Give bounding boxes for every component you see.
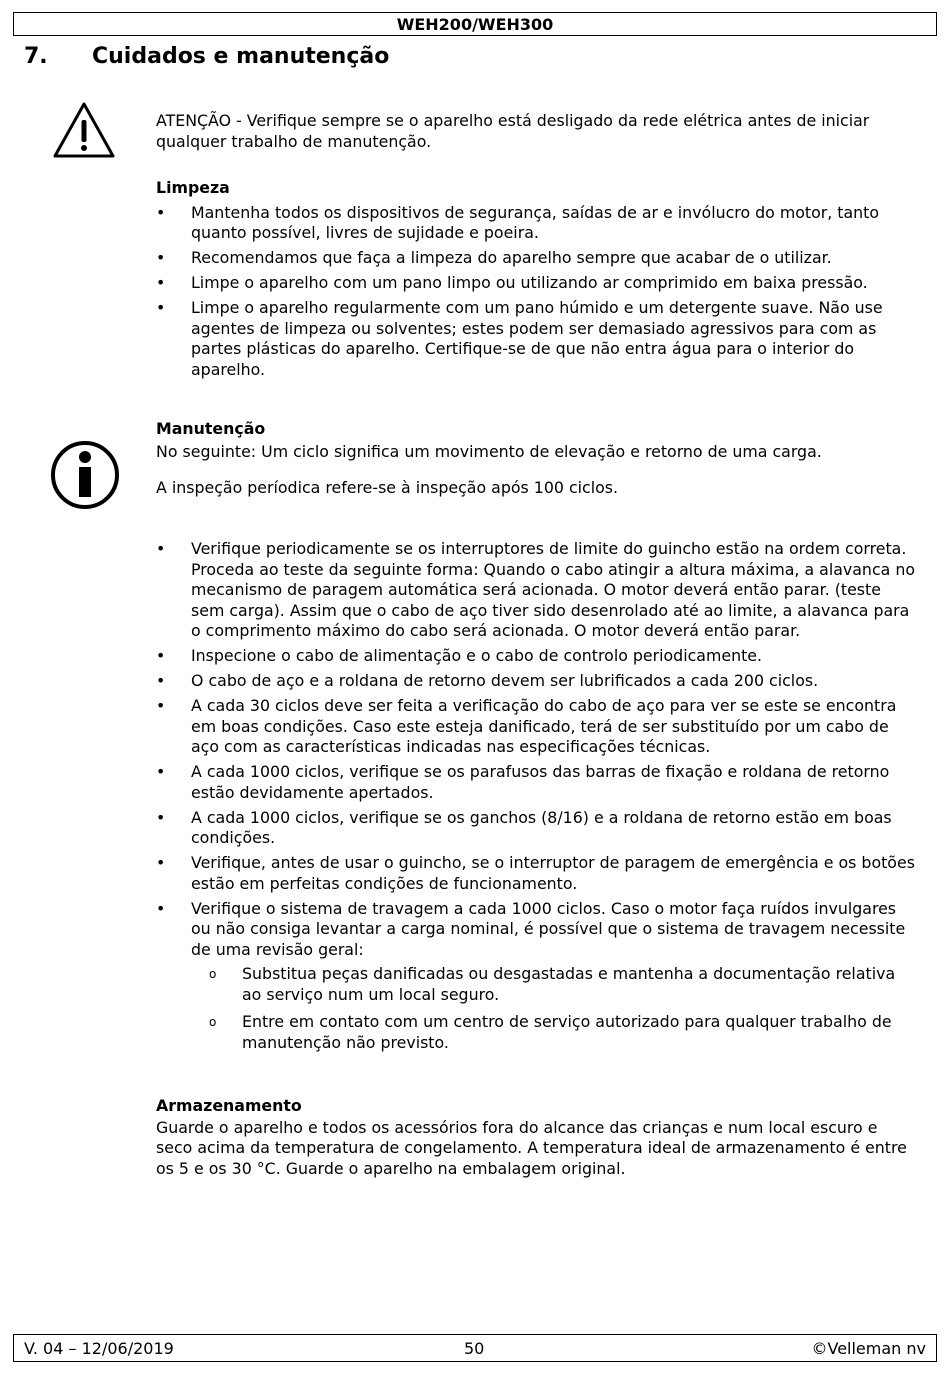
cleaning-list	[156, 203, 916, 381]
storage-heading: Armazenamento	[156, 1096, 302, 1115]
cleaning-section	[156, 178, 916, 385]
list-item: • Verifique periodicamente se os interruptores de limite do guincho estão na ordem correta. Proceda ao teste da seguinte forma: Quando o cabo atingir a altura máxima, a alavanca no mecanismo de paragem automática será acionada. O motor deverá então parar. (teste sem carga). Assim que o cabo de aço tiver sido desenrolado até ao limite, a alavanca para o comprimento máximo do cabo será acionada. O motor deverá então parar.	[156, 539, 916, 642]
section-title: Cuidados e manutenção	[92, 44, 390, 69]
page-header	[13, 12, 937, 36]
maintenance-inspection-definition: A inspeção períodica refere-se à inspeção após 100 ciclos.	[156, 478, 619, 497]
maintenance-list-block	[156, 539, 916, 1060]
list-item: • Verifique, antes de usar o guincho, se o interruptor de paragem de emergência e os botões estão em perfeitas condições de funcionamento.	[156, 853, 916, 894]
cleaning-heading: Limpeza	[156, 178, 230, 197]
list-item: • Limpe o aparelho com um pano limpo ou utilizando ar comprimido em baixa pressão.	[156, 273, 916, 294]
footer-version: V. 04 – 12/06/2019	[24, 1339, 174, 1358]
list-item: • Recomendamos que faça a limpeza do aparelho sempre que acabar de o utilizar.	[156, 248, 916, 269]
list-item: • Mantenha todos os dispositivos de segurança, saídas de ar e invólucro do motor, tanto quanto possível, livres de sujidade e poeira.	[156, 203, 916, 244]
list-item: • A cada 1000 ciclos, verifique se os ganchos (8/16) e a roldana de retorno estão em boas condições.	[156, 808, 916, 849]
section-number: 7.	[24, 44, 48, 69]
braking-check-text: Verifique o sistema de travagem a cada 1000 ciclos. Caso o motor faça ruídos invulgares ou não consiga levantar a carga nominal, é possível que o sistema de travagem necessite de uma revisão geral:	[191, 898, 906, 959]
sub-list-item: o Entre em contato com um centro de serviço autorizado para qualquer trabalho de manutenção não previsto.	[191, 1012, 916, 1053]
list-item	[156, 899, 916, 1054]
maintenance-heading: Manutenção	[156, 419, 266, 438]
maintenance-section	[156, 419, 916, 499]
storage-section	[156, 1096, 916, 1179]
footer-page-number: 50	[464, 1339, 485, 1358]
warning-text: ATENÇÃO - Verifique sempre se o aparelho está desligado da rede elétrica antes de iniciar qualquer trabalho de manutenção.	[156, 111, 870, 151]
list-item: • A cada 1000 ciclos, verifique se os parafusos das barras de fixação e roldana de retorno estão devidamente apertados.	[156, 762, 916, 803]
list-item: • Limpe o aparelho regularmente com um pano húmido e um detergente suave. Não use agentes de limpeza ou solventes; estes podem ser demasiado agressivos para com as partes plásticas do aparelho. Certifique-se de que não entra água para o interior do aparelho.	[156, 298, 916, 380]
storage-text: Guarde o aparelho e todos os acessórios fora do alcance das crianças e num local escuro e seco acima da temperatura de congelamento. A temperatura ideal de armazenamento é entre os 5 e os 30 °C. Guarde o aparelho na embalagem original.	[156, 1117, 907, 1178]
list-item: • A cada 30 ciclos deve ser feita a verificação do cabo de aço para ver se este se encontra em boas condições. Caso este esteja danificado, terá de ser substituído por um cabo de aço com as características indicadas nas especificações técnicas.	[156, 696, 916, 758]
info-icon	[50, 440, 120, 514]
header-title: WEH200/WEH300	[396, 15, 554, 34]
braking-sublist	[191, 964, 916, 1053]
list-item: • Inspecione o cabo de alimentação e o cabo de controlo periodicamente.	[156, 646, 916, 667]
footer-copyright: ©Velleman nv	[811, 1339, 926, 1358]
maintenance-cycle-definition: No seguinte: Um ciclo significa um movimento de elevação e retorno de uma carga.	[156, 441, 822, 461]
maintenance-list	[156, 539, 916, 1053]
list-item: • O cabo de aço e a roldana de retorno devem ser lubrificados a cada 200 ciclos.	[156, 671, 916, 692]
sub-list-item: o Substitua peças danificadas ou desgastadas e mantenha a documentação relativa ao serviço num um local seguro.	[191, 964, 916, 1005]
page-footer	[13, 1334, 937, 1362]
warning-triangle-icon	[52, 101, 116, 163]
